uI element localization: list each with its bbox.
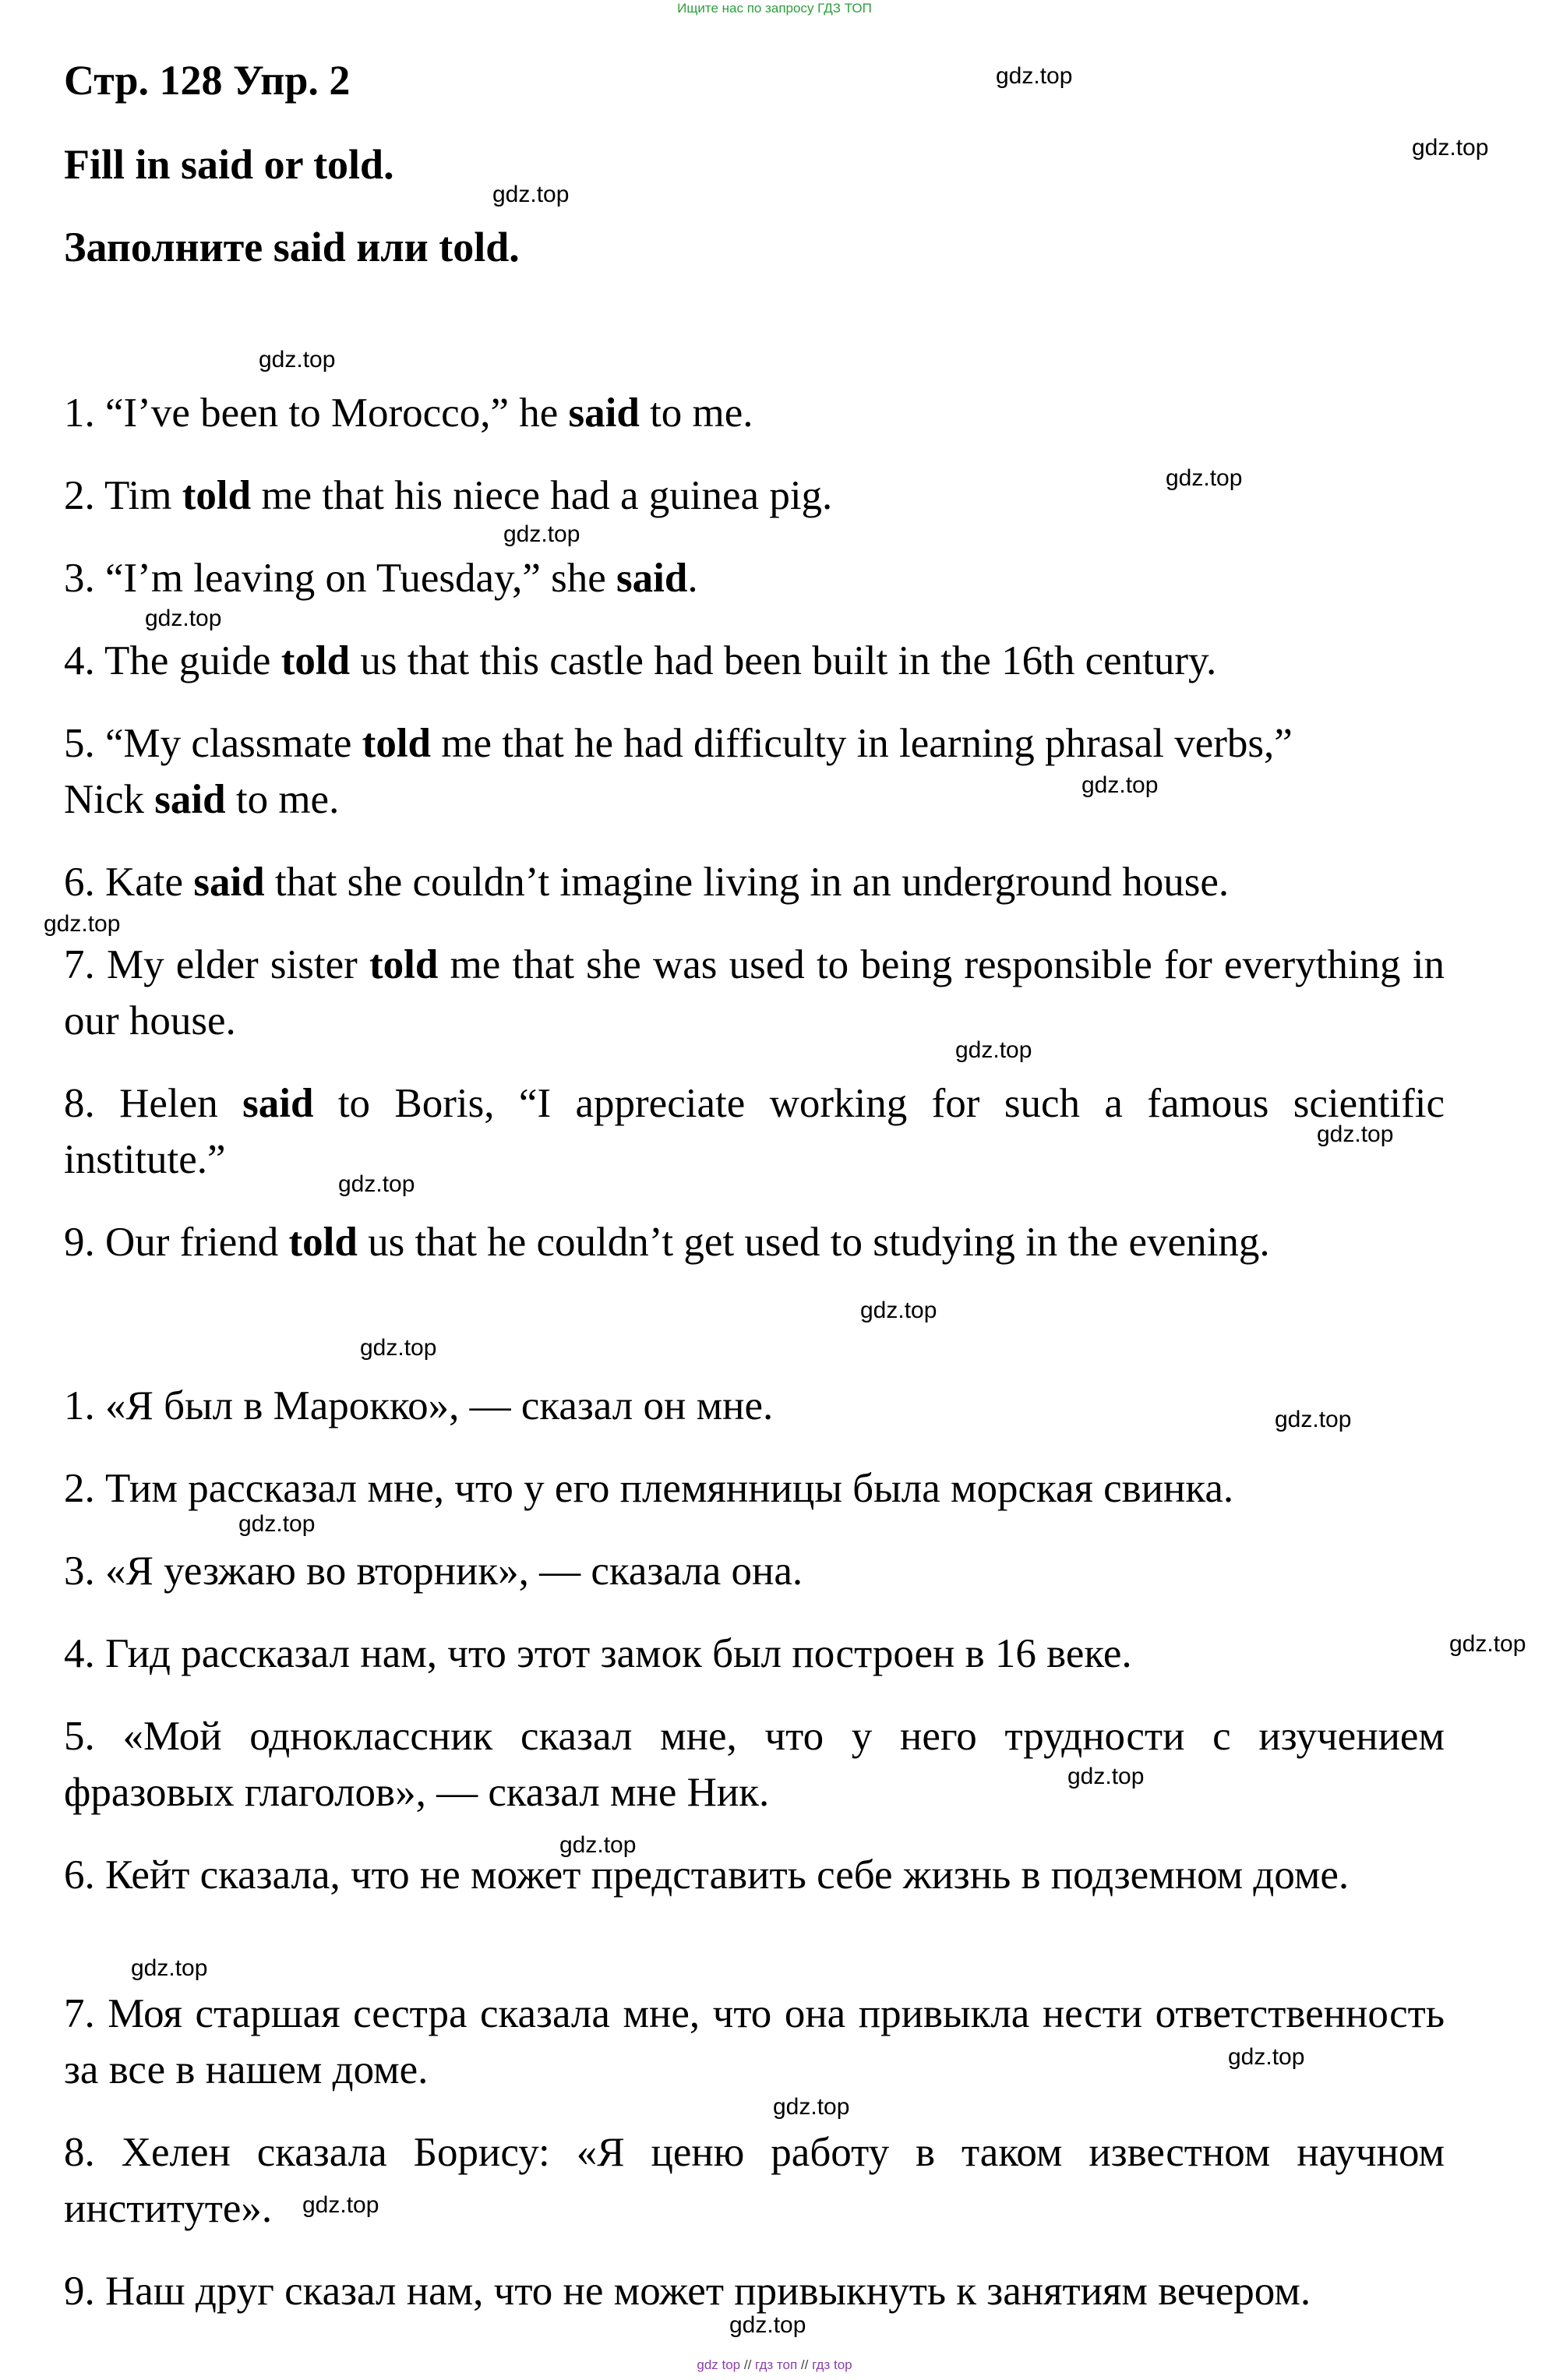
answer-ru-5: 5. «Мой одноклассник сказал мне, что у него трудности с изучением фразовых глаголов», — сказал мне Ник. <box>64 1714 1445 1815</box>
watermark: gdz.top <box>860 1298 937 1323</box>
answer-ru-2: 2. Тим рассказал мне, что у его племянницы была морская свинка. <box>64 1466 1234 1511</box>
watermark: gdz.top <box>955 1037 1032 1063</box>
instruction-en: Fill in said or told. <box>64 141 394 188</box>
watermark: gdz.top <box>559 1832 637 1858</box>
watermark: gdz.top <box>131 1955 208 1981</box>
watermark: gdz.top <box>1166 465 1243 491</box>
watermark: gdz.top <box>996 63 1073 89</box>
watermark: gdz.top <box>1228 2044 1305 2070</box>
watermark: gdz.top <box>773 2094 850 2120</box>
watermark: gdz.top <box>238 1511 316 1537</box>
answer-en-2: 2. Tim told me that his niece had a guinea pig. <box>64 473 833 518</box>
answer-ru-4: 4. Гид рассказал нам, что этот замок был построен в 16 веке. <box>64 1631 1132 1676</box>
answer-en-4: 4. The guide told us that this castle had been built in the 16th century. <box>64 638 1217 683</box>
footer-link[interactable]: гдз top <box>812 2357 852 2372</box>
watermark: gdz.top <box>259 347 336 373</box>
answer-en-1: 1. “I’ve been to Morocco,” he said to me. <box>64 390 753 436</box>
top-banner: Ищите нас по запросу ГДЗ ТОП <box>677 1 872 16</box>
footer-separator: // <box>740 2357 756 2372</box>
watermark: gdz.top <box>338 1171 415 1197</box>
watermark: gdz.top <box>1081 772 1159 798</box>
answer-en-5: 5. “My classmate told me that he had difficulty in learning phrasal verbs,” Nick said to me. <box>64 721 1293 822</box>
answer-en-3: 3. “I’m leaving on Tuesday,” she said. <box>64 556 698 601</box>
answer-ru-6: 6. Кейт сказала, что не может представить себе жизнь в подземном доме. <box>64 1852 1350 1898</box>
watermark: gdz.top <box>1412 135 1489 161</box>
footer-link[interactable]: gdz top <box>697 2357 741 2372</box>
answer-ru-8: 8. Хелен сказала Борису: «Я ценю работу в таком известном научном институте». <box>64 2130 1445 2231</box>
watermark: gdz.top <box>302 2192 379 2218</box>
watermark: gdz.top <box>1275 1407 1352 1432</box>
page-title: Стр. 128 Упр. 2 <box>64 57 351 104</box>
watermark: gdz.top <box>503 521 580 547</box>
answer-en-9: 9. Our friend told us that he couldn’t get used to studying in the evening. <box>64 1220 1270 1265</box>
answer-ru-1: 1. «Я был в Марокко», — сказал он мне. <box>64 1383 774 1428</box>
watermark: gdz.top <box>492 182 570 207</box>
watermark: gdz.top <box>44 911 121 937</box>
watermark: gdz.top <box>1449 1631 1526 1657</box>
answer-ru-7: 7. Моя старшая сестра сказала мне, что она привыкла нести ответственность за все в нашем доме. <box>64 1991 1445 2092</box>
instruction-ru: Заполните said или told. <box>64 224 520 270</box>
footer-separator: // <box>797 2357 813 2372</box>
watermark: gdz.top <box>145 606 222 631</box>
watermark: gdz.top <box>1067 1764 1145 1789</box>
answer-en-7: 7. My elder sister told me that she was used to being responsible for everything in our house. <box>64 942 1445 1043</box>
answer-ru-3: 3. «Я уезжаю во вторник», — сказала она. <box>64 1548 803 1594</box>
answer-en-6: 6. Kate said that she couldn’t imagine living in an underground house. <box>64 860 1230 905</box>
watermark: gdz.top <box>729 2312 806 2338</box>
footer <box>0 2357 1549 2374</box>
answer-en-8: 8. Helen said to Boris, “I appreciate working for such a famous scientific institute.” <box>64 1081 1445 1182</box>
footer-link[interactable]: гдз топ <box>755 2357 798 2372</box>
watermark: gdz.top <box>360 1335 437 1361</box>
watermark: gdz.top <box>1317 1121 1394 1147</box>
answer-ru-9: 9. Наш друг сказал нам, что не может привыкнуть к занятиям вечером. <box>64 2269 1311 2314</box>
